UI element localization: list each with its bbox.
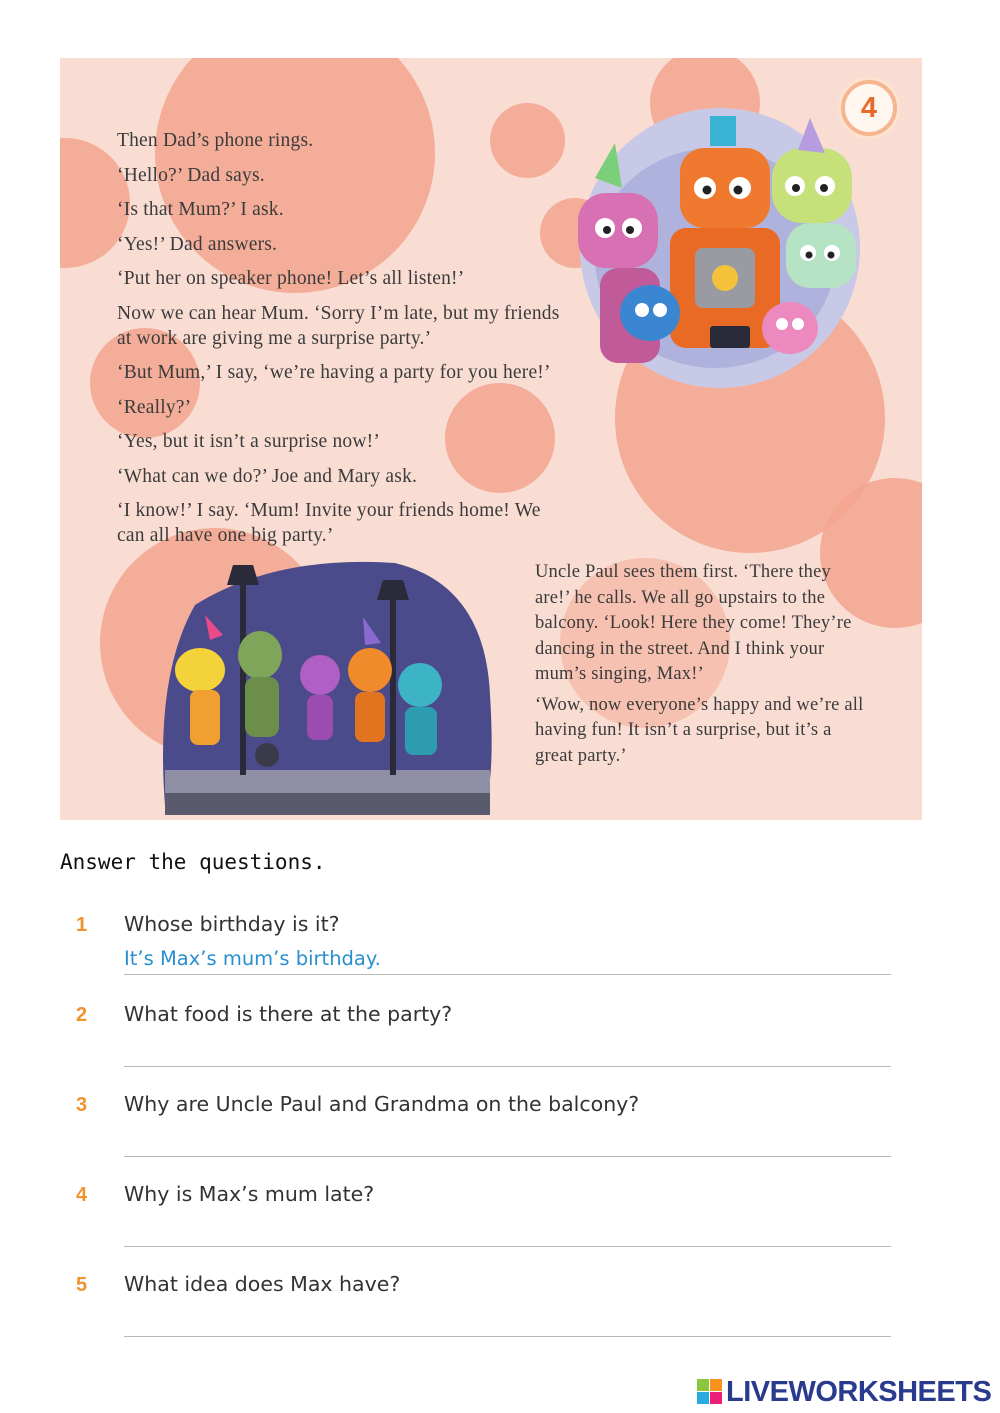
question-item (0, 1176, 1000, 1266)
street-dance-illustration (155, 555, 495, 817)
story-line: Uncle Paul sees them first. ‘There they are!’ he calls. We all go upstairs to the balcony. ‘Look! Here they come! They’re dancing in the street. And I think your mum’s singing, Max!’ (535, 562, 852, 684)
question-text: Why is Max’s mum late? (124, 1182, 375, 1206)
question-number: 2 (76, 1004, 88, 1026)
story-line: ‘Yes, but it isn’t a surprise now!’ (117, 431, 381, 452)
answer-line (124, 1156, 891, 1157)
answer-line (124, 1336, 891, 1337)
answer-line (124, 974, 891, 975)
question-number: 1 (76, 914, 88, 936)
page-number-badge: 4 (841, 80, 897, 136)
answer-line (124, 1246, 891, 1247)
story-line: ‘But Mum,’ I say, ‘we’re having a party for you here!’ (117, 362, 551, 383)
question-text: What food is there at the party? (124, 1002, 453, 1026)
liveworksheets-logo-icon (697, 1379, 723, 1405)
answer-field[interactable] (124, 1036, 884, 1060)
question-text: What idea does Max have? (124, 1272, 401, 1296)
story-line: ‘What can we do?’ Joe and Mary ask. (117, 465, 418, 487)
question-number: 3 (76, 1094, 88, 1116)
instruction-text: Answer the questions. (60, 850, 326, 874)
question-number: 4 (76, 1184, 88, 1206)
story-panel (60, 58, 922, 820)
answer-line (124, 1066, 891, 1067)
liveworksheets-logo[interactable] (697, 1377, 991, 1407)
story-line: ‘Put her on speaker phone! Let’s all listen!’ (117, 268, 465, 289)
question-text: Whose birthday is it? (124, 912, 340, 936)
answer-field[interactable] (124, 946, 884, 970)
question-number: 5 (76, 1274, 88, 1296)
question-item (0, 906, 1000, 996)
question-item (0, 1086, 1000, 1176)
answer-field[interactable] (124, 1306, 884, 1330)
story-line: ‘Really?’ (117, 396, 192, 418)
story-line: ‘Yes!’ Dad answers. (117, 233, 278, 255)
story-text-right (535, 560, 865, 774)
logo-text: LIVEWORKSHEETS (726, 1375, 992, 1408)
question-item (0, 1266, 1000, 1356)
story-line: Then Dad’s phone rings. (117, 130, 314, 151)
answer-field[interactable] (124, 1216, 884, 1240)
story-line: ‘Is that Mum?’ I ask. (117, 199, 284, 220)
story-line: ‘Wow, now everyone’s happy and we’re all having fun! It isn’t a surprise, but it’s a great party.’ (535, 694, 864, 766)
answer-field[interactable] (124, 1126, 884, 1150)
question-item (0, 996, 1000, 1086)
story-line: ‘I know!’ I say. ‘Mum! Invite your friends home! We can all have one big party.’ (117, 500, 541, 546)
question-text: Why are Uncle Paul and Grandma on the balcony? (124, 1092, 640, 1116)
story-line: ‘Hello?’ Dad says. (117, 164, 265, 186)
story-text-left (117, 128, 637, 558)
story-line: Now we can hear Mum. ‘Sorry I’m late, but my friends at work are giving me a surprise party.’ (117, 302, 560, 349)
